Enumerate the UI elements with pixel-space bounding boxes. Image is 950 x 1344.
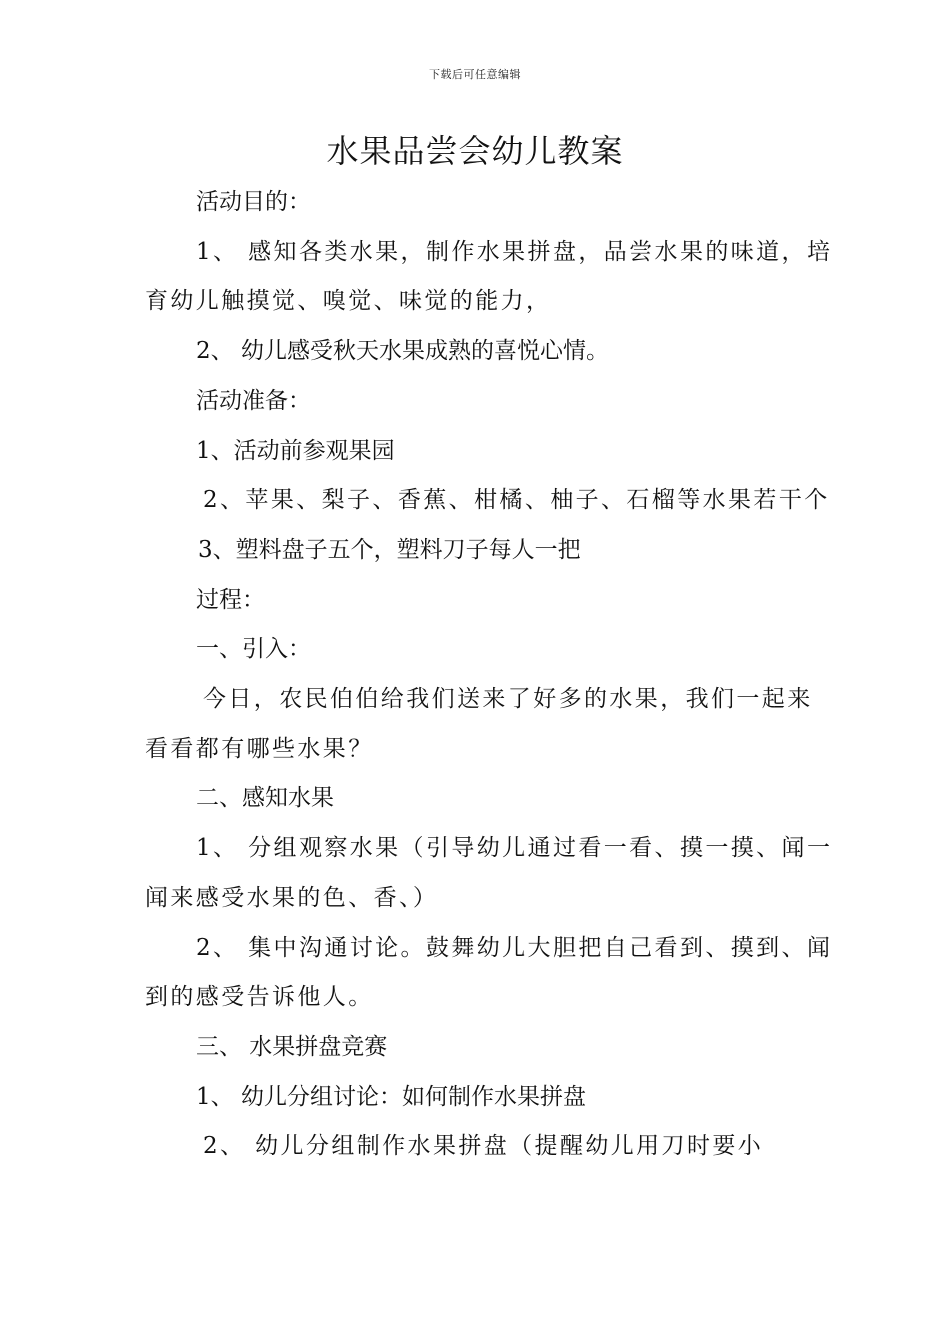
process-step-1-heading: 一、引入： [196, 636, 311, 663]
section-heading-process: 过程： [196, 586, 265, 613]
process-step-3-item-1: 1、 幼儿分组讨论：如何制作水果拼盘 [196, 1083, 586, 1110]
process-step-3-heading: 三、 水果拼盘竞赛 [196, 1033, 388, 1060]
preparation-item-1: 1、活动前参观果园 [196, 437, 395, 464]
preparation-item-2: 2、苹果、梨子、香蕉、柑橘、柚子、石榴等水果若干个 [203, 487, 830, 514]
document-title: 水果品尝会幼儿教案 [326, 132, 624, 170]
section-heading-goals: 活动目的： [196, 189, 311, 215]
process-step-2-item-1: 1、 分组观察水果（引导幼儿通过看一看、摸一摸、闻一闻来感受水果的色、香、） [145, 835, 833, 911]
document-body [145, 178, 835, 1172]
header-note: 下载后可任意编辑 [429, 68, 521, 81]
goal-item-1: 1、 感知各类水果，制作水果拼盘，品尝水果的味道，培育幼儿触摸觉、嗅觉、味觉的能力， [145, 238, 833, 315]
process-step-3-item-2: 2、 幼儿分组制作水果拼盘（提醒幼儿用刀时要小 [203, 1133, 764, 1160]
goal-item-2: 2、 幼儿感受秋天水果成熟的喜悦心情。 [196, 338, 609, 365]
process-step-2-item-2: 2、 集中沟通讨论。鼓舞幼儿大胆把自己看到、摸到、闻到的感受告诉他人。 [145, 934, 833, 1011]
process-step-1-text: 今日，农民伯伯给我们送来了好多的水果，我们一起来看看都有哪些水果？ [145, 686, 813, 762]
section-heading-preparation: 活动准备： [196, 387, 311, 414]
preparation-item-3: 3、塑料盘子五个，塑料刀子每人一把 [198, 536, 581, 563]
process-step-2-heading: 二、感知水果 [196, 785, 334, 812]
